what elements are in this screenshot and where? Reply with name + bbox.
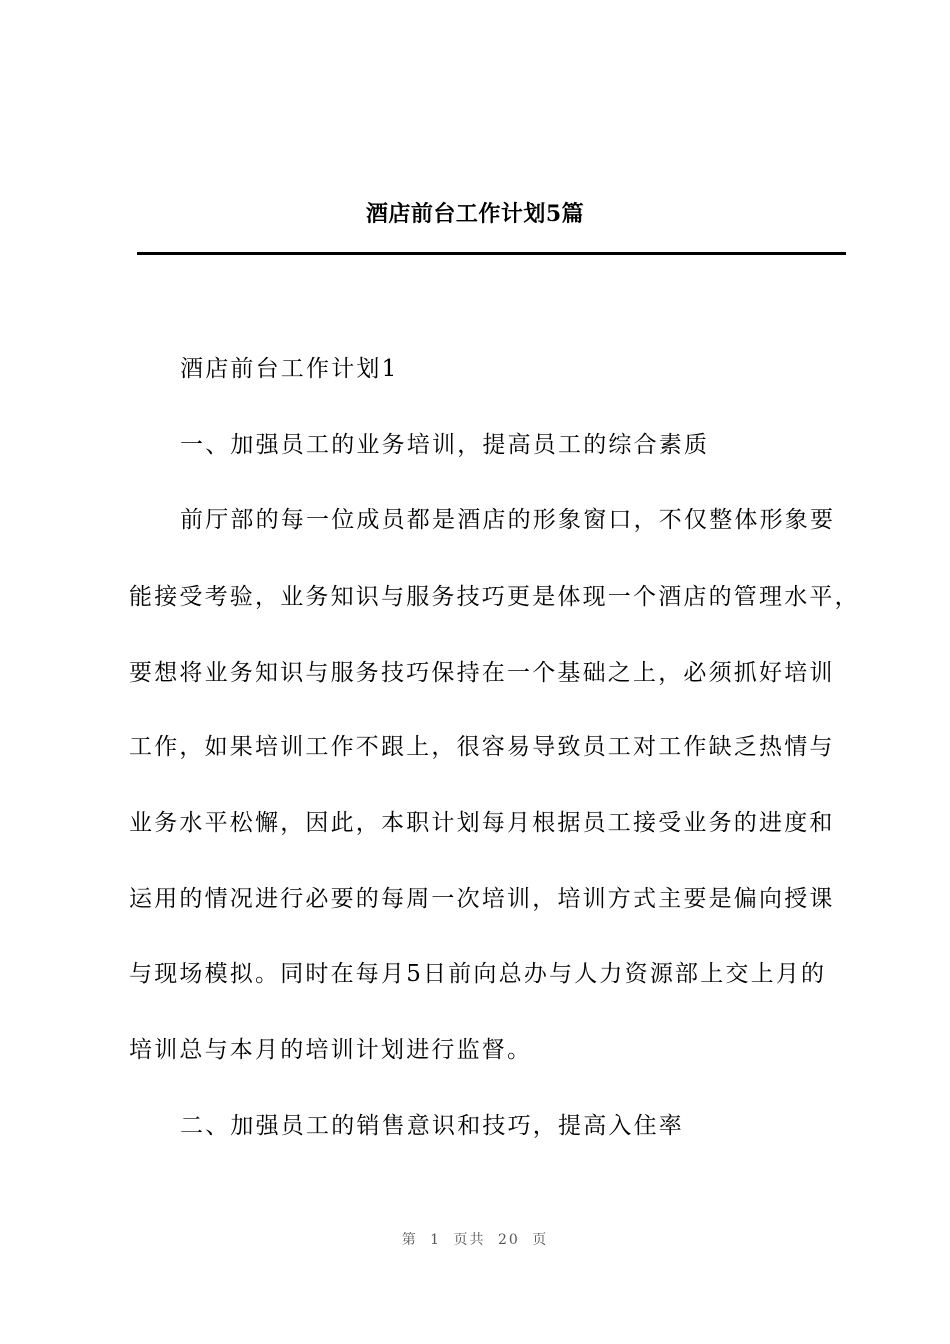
page-number-footer: 第 1 页共 20 页: [401, 1232, 549, 1248]
paragraph-line: 业务水平松懈，因此，本职计划每月根据员工接受业务的进度和: [129, 810, 835, 836]
paragraph-line: 工作，如果培训工作不跟上，很容易导致员工对工作缺乏热情与: [129, 734, 835, 760]
paragraph-line: 前厅部的每一位成员都是酒店的形象窗口，不仅整体形象要: [180, 507, 836, 533]
paragraph-line: 培训总与本月的培训计划进行监督。: [129, 1037, 533, 1063]
subheading: 一、加强员工的业务培训，提高员工的综合素质: [180, 432, 710, 458]
paragraph-line: 能接受考验，业务知识与服务技巧更是体现一个酒店的管理水平，: [129, 584, 860, 610]
page-title: 酒店前台工作计划5篇: [365, 201, 585, 227]
subheading: 二、加强员工的销售意识和技巧，提高入住率: [180, 1113, 684, 1139]
paragraph-line: 要想将业务知识与服务技巧保持在一个基础之上，必须抓好培训: [129, 660, 835, 686]
section-heading: 酒店前台工作计划1: [180, 356, 399, 382]
title-divider: [137, 252, 846, 255]
paragraph-line: 运用的情况进行必要的每周一次培训，培训方式主要是偏向授课: [129, 886, 835, 912]
paragraph-line: 与现场模拟。同时在每月5日前向总办与人力资源部上交上月的: [129, 961, 827, 987]
